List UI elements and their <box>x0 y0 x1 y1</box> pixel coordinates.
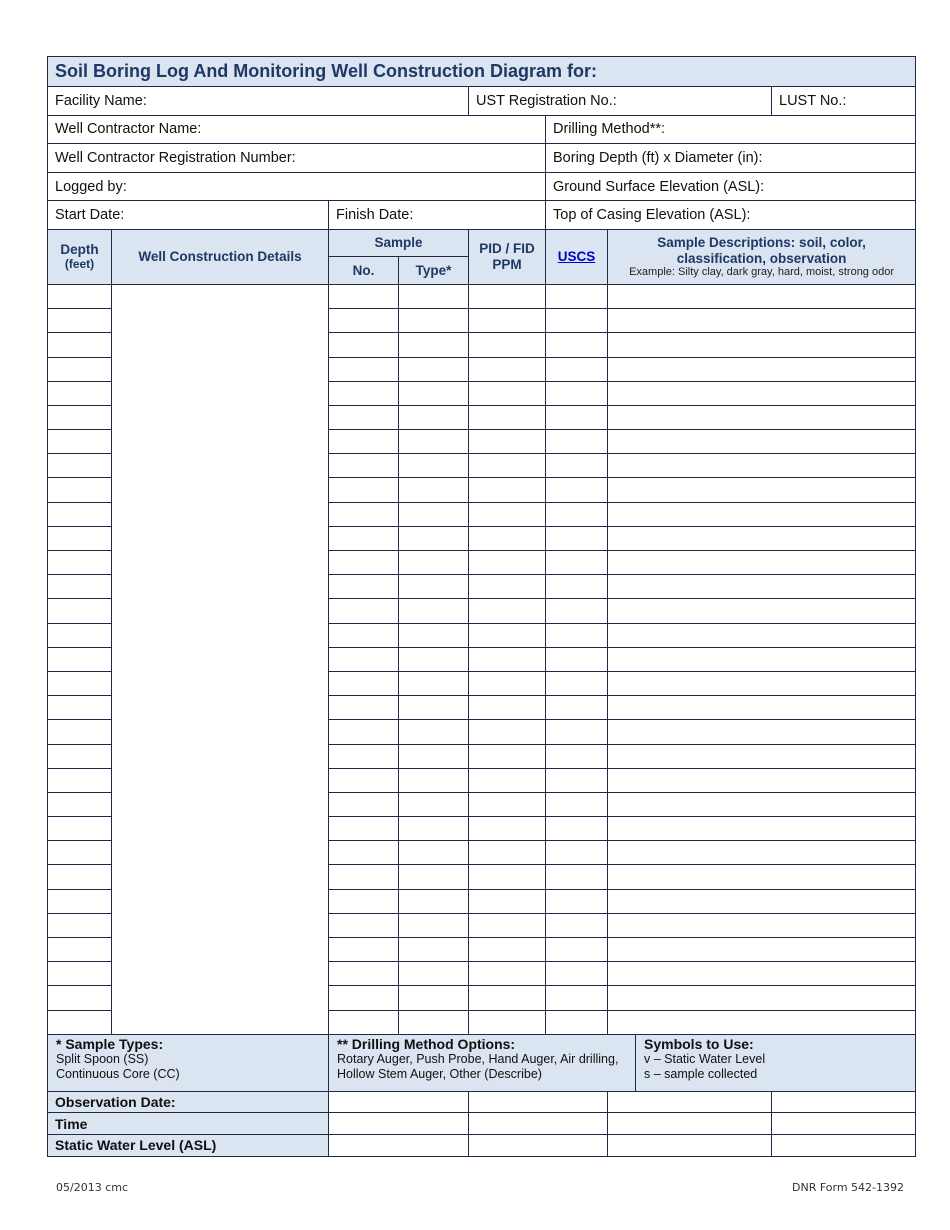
sample-no-cell[interactable] <box>329 889 399 913</box>
sample-no-cell[interactable] <box>329 938 399 962</box>
sample-type-cell[interactable] <box>399 696 469 720</box>
pid-fid-cell[interactable] <box>469 575 546 599</box>
sample-no-cell[interactable] <box>329 430 399 454</box>
sample-type-cell[interactable] <box>399 430 469 454</box>
sample-description-cell[interactable] <box>608 768 916 792</box>
sample-no-cell[interactable] <box>329 671 399 695</box>
uscs-cell[interactable] <box>546 551 608 575</box>
sample-type-cell[interactable] <box>399 333 469 357</box>
pid-fid-cell[interactable] <box>469 913 546 937</box>
depth-cell[interactable] <box>48 623 112 647</box>
pid-fid-cell[interactable] <box>469 889 546 913</box>
sample-type-cell[interactable] <box>399 841 469 865</box>
pid-fid-cell[interactable] <box>469 381 546 405</box>
sample-type-header: Type* <box>399 256 469 284</box>
depth-cell[interactable] <box>48 284 112 308</box>
sample-type-item: Continuous Core (CC) <box>56 1066 180 1081</box>
sample-description-cell[interactable] <box>608 309 916 333</box>
sample-description-cell[interactable] <box>608 986 916 1010</box>
depth-cell[interactable] <box>48 551 112 575</box>
pid-fid-cell[interactable] <box>469 792 546 816</box>
drilling-method-options: Rotary Auger, Push Probe, Hand Auger, Air drilling, Hollow Stem Auger, Other (Describe) <box>337 1051 619 1081</box>
sample-description-cell[interactable] <box>608 430 916 454</box>
sample-no-cell[interactable] <box>329 720 399 744</box>
soil-boring-log-form <box>47 56 916 1157</box>
ppm-label: PPM <box>492 256 522 272</box>
finish-date-field[interactable]: Finish Date: <box>329 201 546 230</box>
pid-fid-cell[interactable] <box>469 309 546 333</box>
sample-no-cell[interactable] <box>329 526 399 550</box>
uscs-cell[interactable] <box>546 1010 608 1034</box>
uscs-cell[interactable] <box>546 575 608 599</box>
sample-type-cell[interactable] <box>399 478 469 502</box>
uscs-cell[interactable] <box>546 357 608 381</box>
sample-description-cell[interactable] <box>608 284 916 308</box>
depth-cell[interactable] <box>48 889 112 913</box>
sample-type-cell[interactable] <box>399 623 469 647</box>
sample-description-cell[interactable] <box>608 454 916 478</box>
uscs-cell[interactable] <box>546 647 608 671</box>
observation-cell[interactable] <box>772 1113 916 1135</box>
sample-type-cell[interactable] <box>399 671 469 695</box>
sample-description-cell[interactable] <box>608 357 916 381</box>
uscs-cell[interactable] <box>546 938 608 962</box>
sample-no-cell[interactable] <box>329 623 399 647</box>
sample-no-cell[interactable] <box>329 913 399 937</box>
symbols-legend <box>636 1034 916 1091</box>
sample-no-cell[interactable] <box>329 551 399 575</box>
sample-description-cell[interactable] <box>608 551 916 575</box>
sample-type-cell[interactable] <box>399 599 469 623</box>
symbol-item: v – Static Water Level <box>644 1051 766 1066</box>
depth-unit-label: (feet) <box>64 256 95 271</box>
depth-cell[interactable] <box>48 381 112 405</box>
pid-fid-cell[interactable] <box>469 623 546 647</box>
sample-no-cell[interactable] <box>329 405 399 429</box>
sample-no-cell[interactable] <box>329 647 399 671</box>
sample-header: Sample <box>329 229 469 256</box>
sample-no-cell[interactable] <box>329 841 399 865</box>
sample-type-cell[interactable] <box>399 720 469 744</box>
sample-type-cell[interactable] <box>399 454 469 478</box>
depth-cell[interactable] <box>48 430 112 454</box>
uscs-cell[interactable] <box>546 526 608 550</box>
sample-description-cell[interactable] <box>608 526 916 550</box>
uscs-cell[interactable] <box>546 309 608 333</box>
depth-cell[interactable] <box>48 478 112 502</box>
uscs-cell[interactable] <box>546 381 608 405</box>
sample-no-cell[interactable] <box>329 792 399 816</box>
pid-fid-cell[interactable] <box>469 357 546 381</box>
well-contractor-name-field[interactable]: Well Contractor Name: <box>48 115 546 144</box>
sample-type-cell[interactable] <box>399 284 469 308</box>
uscs-cell[interactable] <box>546 744 608 768</box>
sample-description-cell[interactable] <box>608 623 916 647</box>
pid-fid-cell[interactable] <box>469 526 546 550</box>
form-revision-date: 05/2013 cmc <box>56 1181 129 1194</box>
depth-cell[interactable] <box>48 1010 112 1034</box>
sample-type-cell[interactable] <box>399 986 469 1010</box>
sample-no-cell[interactable] <box>329 768 399 792</box>
sample-type-cell[interactable] <box>399 526 469 550</box>
sample-description-cell[interactable] <box>608 792 916 816</box>
sample-description-cell[interactable] <box>608 575 916 599</box>
uscs-cell[interactable] <box>546 599 608 623</box>
uscs-cell[interactable] <box>546 962 608 986</box>
depth-cell[interactable] <box>48 575 112 599</box>
depth-cell[interactable] <box>48 768 112 792</box>
sample-description-cell[interactable] <box>608 865 916 889</box>
pid-fid-cell[interactable] <box>469 430 546 454</box>
depth-cell[interactable] <box>48 913 112 937</box>
sample-type-cell[interactable] <box>399 381 469 405</box>
static-water-level-label: Static Water Level (ASL) <box>48 1134 329 1156</box>
sample-no-cell[interactable] <box>329 599 399 623</box>
facility-name-field[interactable]: Facility Name: <box>48 87 469 116</box>
pid-fid-cell[interactable] <box>469 841 546 865</box>
top-of-casing-field[interactable]: Top of Casing Elevation (ASL): <box>546 201 916 230</box>
pid-fid-cell[interactable] <box>469 478 546 502</box>
sample-description-cell[interactable] <box>608 841 916 865</box>
pid-fid-cell[interactable] <box>469 768 546 792</box>
depth-cell[interactable] <box>48 405 112 429</box>
uscs-cell[interactable] <box>546 913 608 937</box>
depth-cell[interactable] <box>48 696 112 720</box>
uscs-cell[interactable] <box>546 768 608 792</box>
sample-description-cell[interactable] <box>608 671 916 695</box>
symbols-title: Symbols to Use: <box>644 1035 754 1052</box>
sample-descriptions-title: Sample Descriptions: soil, color, classification, observation <box>657 235 866 266</box>
symbol-item: s – sample collected <box>644 1066 758 1081</box>
time-label: Time <box>48 1113 329 1135</box>
sample-description-cell[interactable] <box>608 599 916 623</box>
pid-fid-cell[interactable] <box>469 938 546 962</box>
depth-cell[interactable] <box>48 599 112 623</box>
observation-date-label: Observation Date: <box>48 1091 329 1113</box>
sample-no-header: No. <box>329 256 399 284</box>
depth-cell[interactable] <box>48 865 112 889</box>
sample-no-cell[interactable] <box>329 309 399 333</box>
lust-no-field[interactable]: LUST No.: <box>772 87 916 116</box>
uscs-cell[interactable] <box>546 284 608 308</box>
uscs-cell[interactable] <box>546 889 608 913</box>
depth-cell[interactable] <box>48 744 112 768</box>
uscs-cell[interactable] <box>546 986 608 1010</box>
uscs-header <box>546 229 608 284</box>
pid-fid-cell[interactable] <box>469 962 546 986</box>
sample-type-cell[interactable] <box>399 962 469 986</box>
drilling-method-title: ** Drilling Method Options: <box>337 1035 516 1052</box>
uscs-cell[interactable] <box>546 430 608 454</box>
sample-description-cell[interactable] <box>608 478 916 502</box>
uscs-link[interactable]: USCS <box>557 249 596 265</box>
observation-cell[interactable] <box>608 1113 772 1135</box>
sample-no-cell[interactable] <box>329 454 399 478</box>
pid-fid-cell[interactable] <box>469 986 546 1010</box>
depth-column-header <box>48 229 112 284</box>
depth-cell[interactable] <box>48 502 112 526</box>
uscs-cell[interactable] <box>546 865 608 889</box>
sample-type-cell[interactable] <box>399 309 469 333</box>
depth-cell[interactable] <box>48 720 112 744</box>
depth-cell[interactable] <box>48 454 112 478</box>
uscs-cell[interactable] <box>546 696 608 720</box>
pid-fid-cell[interactable] <box>469 333 546 357</box>
observation-cell[interactable] <box>608 1091 772 1113</box>
sample-no-cell[interactable] <box>329 478 399 502</box>
sample-no-cell[interactable] <box>329 962 399 986</box>
sample-no-cell[interactable] <box>329 817 399 841</box>
observation-cell[interactable] <box>772 1091 916 1113</box>
pid-fid-cell[interactable] <box>469 405 546 429</box>
log-grid <box>48 284 916 1034</box>
sample-description-cell[interactable] <box>608 1010 916 1034</box>
depth-cell[interactable] <box>48 962 112 986</box>
sample-type-cell[interactable] <box>399 865 469 889</box>
well-construction-header: Well Construction Details <box>112 229 329 284</box>
observation-cell[interactable] <box>329 1091 469 1113</box>
logged-by-field[interactable]: Logged by: <box>48 172 546 201</box>
pid-fid-cell[interactable] <box>469 647 546 671</box>
uscs-cell[interactable] <box>546 623 608 647</box>
uscs-cell[interactable] <box>546 720 608 744</box>
sample-no-cell[interactable] <box>329 284 399 308</box>
sample-type-cell[interactable] <box>399 575 469 599</box>
sample-no-cell[interactable] <box>329 502 399 526</box>
sample-type-cell[interactable] <box>399 647 469 671</box>
observation-cell[interactable] <box>329 1113 469 1135</box>
sample-description-cell[interactable] <box>608 502 916 526</box>
observation-cell[interactable] <box>469 1134 608 1156</box>
well-contractor-registration-field[interactable]: Well Contractor Registration Number: <box>48 144 546 173</box>
uscs-cell[interactable] <box>546 333 608 357</box>
form-number: DNR Form 542-1392 <box>792 1181 905 1194</box>
sample-type-cell[interactable] <box>399 768 469 792</box>
uscs-cell[interactable] <box>546 841 608 865</box>
sample-types-legend <box>48 1034 329 1091</box>
sample-no-cell[interactable] <box>329 575 399 599</box>
form-title: Soil Boring Log And Monitoring Well Construction Diagram for: <box>48 57 916 87</box>
sample-description-cell[interactable] <box>608 696 916 720</box>
pid-fid-cell[interactable] <box>469 865 546 889</box>
sample-no-cell[interactable] <box>329 357 399 381</box>
sample-type-cell[interactable] <box>399 502 469 526</box>
pid-fid-header <box>469 229 546 284</box>
uscs-cell[interactable] <box>546 405 608 429</box>
sample-type-cell[interactable] <box>399 357 469 381</box>
pid-fid-cell[interactable] <box>469 502 546 526</box>
sample-type-cell[interactable] <box>399 1010 469 1034</box>
sample-no-cell[interactable] <box>329 381 399 405</box>
pid-fid-cell[interactable] <box>469 744 546 768</box>
depth-label: Depth <box>60 242 99 258</box>
depth-cell[interactable] <box>48 938 112 962</box>
sample-description-cell[interactable] <box>608 647 916 671</box>
uscs-cell[interactable] <box>546 502 608 526</box>
pid-fid-label: PID / FID <box>479 241 535 257</box>
uscs-cell[interactable] <box>546 671 608 695</box>
sample-description-cell[interactable] <box>608 381 916 405</box>
sample-no-cell[interactable] <box>329 986 399 1010</box>
observation-cell[interactable] <box>469 1091 608 1113</box>
sample-description-cell[interactable] <box>608 938 916 962</box>
depth-cell[interactable] <box>48 647 112 671</box>
sample-no-cell[interactable] <box>329 744 399 768</box>
observation-cell[interactable] <box>329 1134 469 1156</box>
sample-description-cell[interactable] <box>608 817 916 841</box>
uscs-cell[interactable] <box>546 817 608 841</box>
pid-fid-cell[interactable] <box>469 1010 546 1034</box>
sample-type-cell[interactable] <box>399 889 469 913</box>
sample-description-cell[interactable] <box>608 889 916 913</box>
depth-cell[interactable] <box>48 792 112 816</box>
depth-cell[interactable] <box>48 817 112 841</box>
pid-fid-cell[interactable] <box>469 720 546 744</box>
sample-type-cell[interactable] <box>399 817 469 841</box>
sample-type-cell[interactable] <box>399 792 469 816</box>
pid-fid-cell[interactable] <box>469 696 546 720</box>
sample-type-cell[interactable] <box>399 405 469 429</box>
sample-description-cell[interactable] <box>608 744 916 768</box>
sample-type-cell[interactable] <box>399 938 469 962</box>
sample-type-item: Split Spoon (SS) <box>56 1051 149 1066</box>
sample-type-cell[interactable] <box>399 913 469 937</box>
sample-type-cell[interactable] <box>399 551 469 575</box>
pid-fid-cell[interactable] <box>469 454 546 478</box>
pid-fid-cell[interactable] <box>469 599 546 623</box>
sample-types-title: * Sample Types: <box>56 1035 164 1052</box>
start-date-field[interactable]: Start Date: <box>48 201 329 230</box>
sample-no-cell[interactable] <box>329 696 399 720</box>
sample-type-cell[interactable] <box>399 744 469 768</box>
depth-cell[interactable] <box>48 841 112 865</box>
sample-description-cell[interactable] <box>608 720 916 744</box>
sample-description-cell[interactable] <box>608 333 916 357</box>
pid-fid-cell[interactable] <box>469 551 546 575</box>
sample-no-cell[interactable] <box>329 333 399 357</box>
pid-fid-cell[interactable] <box>469 284 546 308</box>
well-construction-cell[interactable] <box>112 284 329 1034</box>
depth-cell[interactable] <box>48 526 112 550</box>
depth-cell[interactable] <box>48 671 112 695</box>
ground-surface-elevation-field[interactable]: Ground Surface Elevation (ASL): <box>546 172 916 201</box>
sample-description-cell[interactable] <box>608 962 916 986</box>
sample-no-cell[interactable] <box>329 1010 399 1034</box>
uscs-cell[interactable] <box>546 792 608 816</box>
pid-fid-cell[interactable] <box>469 817 546 841</box>
observation-cell[interactable] <box>772 1134 916 1156</box>
observation-cell[interactable] <box>608 1134 772 1156</box>
sample-description-cell[interactable] <box>608 405 916 429</box>
sample-description-cell[interactable] <box>608 913 916 937</box>
uscs-cell[interactable] <box>546 454 608 478</box>
drilling-method-legend <box>329 1034 636 1091</box>
pid-fid-cell[interactable] <box>469 671 546 695</box>
sample-descriptions-header <box>608 229 916 284</box>
sample-no-cell[interactable] <box>329 865 399 889</box>
depth-cell[interactable] <box>48 986 112 1010</box>
observation-cell[interactable] <box>469 1113 608 1135</box>
depth-cell[interactable] <box>48 309 112 333</box>
boring-depth-field[interactable]: Boring Depth (ft) x Diameter (in): <box>546 144 916 173</box>
ust-registration-field[interactable]: UST Registration No.: <box>469 87 772 116</box>
drilling-method-field[interactable]: Drilling Method**: <box>546 115 916 144</box>
depth-cell[interactable] <box>48 357 112 381</box>
depth-cell[interactable] <box>48 333 112 357</box>
uscs-cell[interactable] <box>546 478 608 502</box>
sample-descriptions-example: Example: Silty clay, dark gray, hard, moist, strong odor <box>629 266 894 279</box>
log-row <box>48 284 916 308</box>
